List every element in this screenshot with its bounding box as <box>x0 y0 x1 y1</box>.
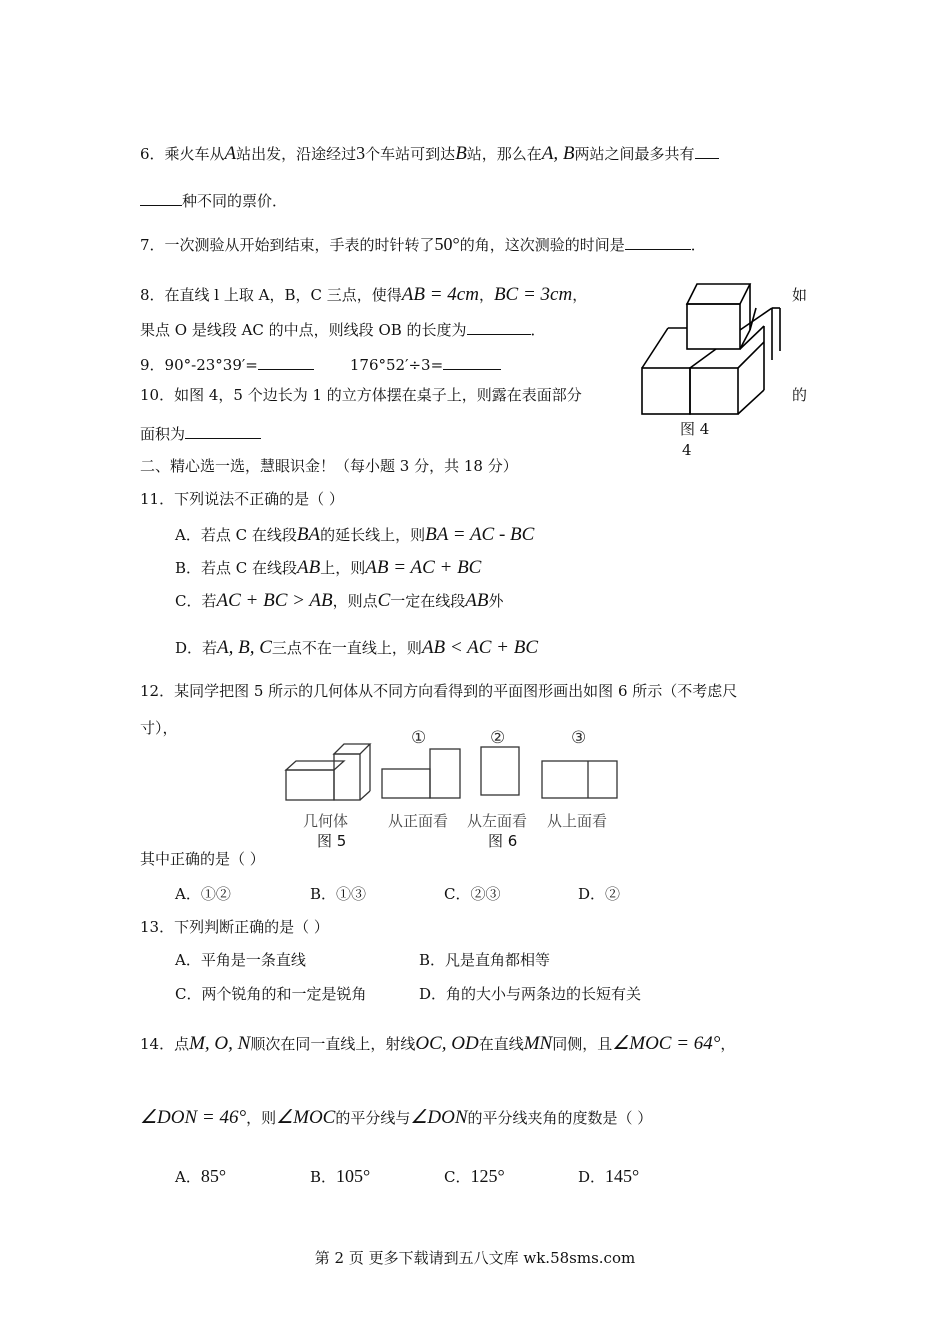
q7-angle: 50° <box>434 234 460 254</box>
figure-4-cubes <box>636 280 786 415</box>
q12-stem-2: 寸）， <box>140 719 178 737</box>
q6-answer-blank-b[interactable] <box>140 190 182 206</box>
q8-comma: ， <box>478 286 494 304</box>
q14-option-a[interactable] <box>175 1166 226 1187</box>
q14-line1 <box>140 1034 735 1054</box>
figure-6-label-front: 从正面看 <box>388 812 449 830</box>
q11-c-text-3: 一定在线段 <box>390 592 466 610</box>
q12-which: 其中正确的是（ ） <box>140 850 265 868</box>
q11-c-text-2: ，则点 <box>332 592 378 610</box>
q11-d-text-2: 三点不在一直线上，则 <box>271 639 422 657</box>
q14-c-label: C． <box>444 1168 471 1186</box>
q10-answer-blank[interactable] <box>185 423 261 439</box>
figure-5-solid <box>280 738 380 808</box>
q11-b-text-1: B．若点 C 在线段 <box>175 559 298 577</box>
q6-text-1: 6．乘火车从 <box>140 145 225 163</box>
q14-d-label: D． <box>578 1168 606 1186</box>
q12-stem-1: 12．某同学把图 5 所示的几何体从不同方向看得到的平面图形画出如图 6 所示（不考虑尺 <box>140 682 738 700</box>
q8-wrap-char: 如 <box>792 286 808 304</box>
q7-text-1: 7．一次测验从开始到结束，手表的时针转了 <box>140 236 435 254</box>
figure-4-number: 4 <box>682 441 692 459</box>
q6-var-ab: A, B <box>541 143 575 164</box>
q9-text-1: 9．90°-23°39′= <box>140 356 258 374</box>
q11-c-point: C <box>377 590 391 611</box>
q11-a-equation: BA = AC - BC <box>425 524 535 545</box>
q14-angle-don-value: ∠DON = 46° <box>140 1107 247 1128</box>
q11-c-segment: AB <box>465 590 489 611</box>
q8-line2 <box>140 319 546 340</box>
page-footer: 第 2 页 更多下载请到五八文库 wk.58sms.com <box>314 1249 636 1267</box>
q12-option-b[interactable]: B．①③ <box>310 885 367 903</box>
q14-angle-don: ∠DON <box>410 1107 468 1128</box>
q11-option-b[interactable] <box>175 558 481 578</box>
q7-end: ． <box>690 236 706 254</box>
q11-option-c[interactable] <box>175 591 504 611</box>
q12-option-d[interactable]: D．② <box>578 885 621 903</box>
q10-line1: 10．如图 4，5 个边长为 1 的立方体摆在桌子上，则露在表面部分 <box>140 386 582 404</box>
q11-c-text-1: C．若 <box>175 592 217 610</box>
q6-line1 <box>140 143 719 164</box>
q14-b-label: B． <box>310 1168 337 1186</box>
q14-line2 <box>140 1108 652 1128</box>
q11-option-a[interactable] <box>175 525 534 545</box>
q13-option-a[interactable]: A．平角是一条直线 <box>175 951 306 969</box>
q8-text-2: ， <box>572 286 588 304</box>
q8-text-1: 8．在直线 l 上取 A，B，C 三点，使得 <box>140 286 402 304</box>
q14-d-value: 145° <box>605 1166 640 1186</box>
q9-answer-blank-b[interactable] <box>443 354 501 370</box>
figure-6-left-view <box>480 746 520 796</box>
q12-option-a[interactable]: A．①② <box>175 885 231 903</box>
figure-6-top-view <box>541 760 619 800</box>
q14-text-4: 同侧，且 <box>552 1035 613 1053</box>
q8-line1 <box>140 285 587 305</box>
q14-c-value: 125° <box>470 1166 505 1186</box>
figure-6-circle-1: ① <box>411 728 427 748</box>
q7-answer-blank[interactable] <box>625 234 691 250</box>
q14-text-8: 的平分线夹角的度数是（ ） <box>467 1109 653 1127</box>
q11-c-inequality: AC + BC > AB <box>216 590 333 611</box>
q11-c-text-4: 外 <box>488 592 504 610</box>
q8-bc: BC = 3cm <box>493 284 573 305</box>
q11-a-text-1: A．若点 C 在线段 <box>175 526 297 544</box>
q14-option-d[interactable] <box>578 1166 639 1187</box>
figure-5-caption: 图 5 <box>317 832 347 850</box>
q11-option-d[interactable] <box>175 638 538 658</box>
figure-5-label-solid: 几何体 <box>303 812 349 830</box>
figure-6-label-top: 从上面看 <box>547 812 608 830</box>
q13-option-c[interactable]: C．两个锐角的和一定是锐角 <box>175 985 367 1003</box>
q6-var-a: A <box>224 143 237 164</box>
q14-line-mn: MN <box>523 1033 553 1054</box>
q14-angle-moc: ∠MOC <box>276 1107 336 1128</box>
q11-a-text-2: 的延长线上，则 <box>320 526 426 544</box>
q14-b-value: 105° <box>336 1166 371 1186</box>
q13-stem: 13．下列判断正确的是（ ） <box>140 918 329 936</box>
q8-end: ． <box>530 321 546 339</box>
figure-6-front-view <box>381 748 463 800</box>
q9-text-2: 176°52′÷3= <box>349 356 444 374</box>
q10-wrap-char: 的 <box>792 386 808 404</box>
q6-text-2: 站出发，沿途经过 <box>236 145 357 163</box>
q14-text-3: 在直线 <box>478 1035 524 1053</box>
q11-a-segment: BA <box>296 524 321 545</box>
q9-line <box>140 354 501 375</box>
q7-line <box>140 234 706 255</box>
q12-option-c[interactable]: C．②③ <box>444 885 501 903</box>
q14-option-b[interactable] <box>310 1166 370 1187</box>
q10-text-2: 面积为 <box>140 425 186 443</box>
q6-num-3: 3 <box>356 143 366 163</box>
q14-option-c[interactable] <box>444 1166 505 1187</box>
q11-b-equation: AB = AC + BC <box>365 557 482 578</box>
q14-a-value: 85° <box>200 1166 227 1186</box>
q14-text-6: ，则 <box>246 1109 277 1127</box>
q11-d-text-1: D．若 <box>175 639 218 657</box>
q14-angle-moc-value: ∠MOC = 64° <box>612 1033 721 1054</box>
q14-points: M, O, N <box>189 1033 251 1054</box>
q14-text-2: 顺次在同一直线上，射线 <box>250 1035 416 1053</box>
q6-text-3: 个车站可到达 <box>365 145 456 163</box>
figure-6-circle-3: ③ <box>571 728 587 748</box>
q6-line2 <box>140 190 287 211</box>
q6-answer-blank-a[interactable] <box>695 143 719 159</box>
figure-6-label-left: 从左面看 <box>467 812 528 830</box>
q6-text-4: 站，那么在 <box>466 145 542 163</box>
figure-4-caption: 图 4 <box>680 420 710 438</box>
q8-text-3: 果点 O 是线段 AC 的中点，则线段 OB 的长度为 <box>140 321 467 339</box>
q10-line2 <box>140 423 261 444</box>
q11-b-text-2: 上，则 <box>320 559 366 577</box>
q13-option-b[interactable]: B．凡是直角都相等 <box>419 951 551 969</box>
q6-text-5: 两站之间最多共有 <box>574 145 695 163</box>
q8-answer-blank[interactable] <box>467 319 531 335</box>
q11-b-segment: AB <box>297 557 321 578</box>
q8-ab: AB = 4cm <box>401 284 479 305</box>
q13-option-d[interactable]: D．角的大小与两条边的长短有关 <box>419 985 642 1003</box>
figure-6-caption: 图 6 <box>488 832 518 850</box>
q14-rays: OC, OD <box>415 1033 479 1054</box>
q14-a-label: A． <box>175 1168 201 1186</box>
q14-text-5: ， <box>720 1035 736 1053</box>
q7-text-2: 的角，这次测验的时间是 <box>459 236 625 254</box>
section-2-heading: 二、精心选一选，慧眼识金！（每小题 3 分，共 18 分） <box>140 457 518 475</box>
q9-answer-blank-a[interactable] <box>258 354 314 370</box>
q11-d-inequality: AB < AC + BC <box>421 637 539 658</box>
q6-text-6: 种不同的票价． <box>182 192 288 210</box>
figure-6-circle-2: ② <box>490 728 506 748</box>
q14-text-7: 的平分线与 <box>335 1109 411 1127</box>
q11-stem: 11．下列说法不正确的是（ ） <box>140 490 344 508</box>
q11-d-points: A, B, C <box>217 637 272 658</box>
q14-text-1: 14．点 <box>140 1035 190 1053</box>
q6-var-b: B <box>455 143 467 164</box>
